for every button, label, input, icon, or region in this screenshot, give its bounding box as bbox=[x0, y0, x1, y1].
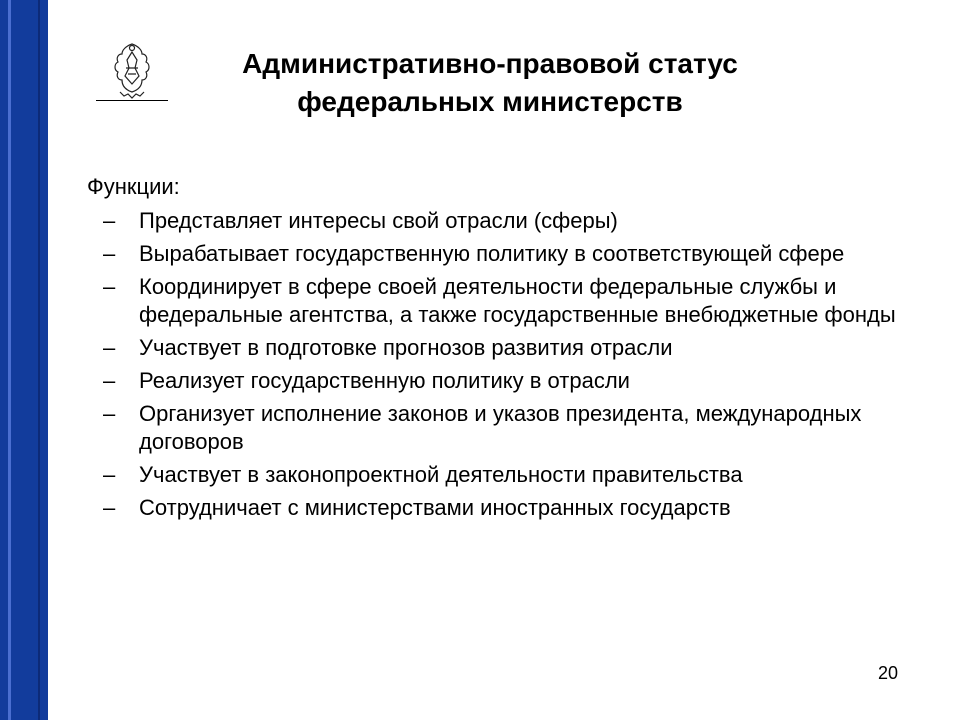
bullet-dash: – bbox=[103, 274, 116, 299]
list-item-text: Координирует в сфере своей деятельности федеральные службы и федеральные агентства, а также государственные внебюджетные фонды bbox=[139, 274, 896, 327]
list-item bbox=[103, 400, 903, 456]
sidebar-stripe bbox=[38, 0, 40, 720]
list-item-text: Участвует в законопроектной деятельности правительства bbox=[139, 462, 743, 487]
sidebar-stripe bbox=[8, 0, 11, 720]
slide-title bbox=[180, 45, 800, 121]
functions-list bbox=[103, 207, 903, 527]
list-item-text: Представляет интересы свой отрасли (сферы) bbox=[139, 208, 618, 233]
list-item bbox=[103, 273, 903, 329]
list-item bbox=[103, 461, 903, 489]
bullet-dash: – bbox=[103, 368, 116, 393]
bullet-dash: – bbox=[103, 462, 116, 487]
bullet-dash: – bbox=[103, 241, 116, 266]
list-item-text: Сотрудничает с министерствами иностранных государств bbox=[139, 495, 731, 520]
functions-heading: Функции: bbox=[87, 174, 180, 199]
left-sidebar-band bbox=[0, 0, 48, 720]
list-item bbox=[103, 494, 903, 522]
list-item bbox=[103, 367, 903, 395]
page-number: 20 bbox=[878, 663, 899, 683]
emblem-underline bbox=[96, 100, 168, 101]
list-item-text: Участвует в подготовке прогнозов развития отрасли bbox=[139, 335, 673, 360]
bullet-dash: – bbox=[103, 401, 116, 426]
list-item bbox=[103, 207, 903, 235]
emblem-icon bbox=[96, 38, 168, 104]
list-item bbox=[103, 240, 903, 268]
list-item-text: Организует исполнение законов и указов президента, международных договоров bbox=[139, 401, 862, 454]
list-item-text: Реализует государственную политику в отрасли bbox=[139, 368, 630, 393]
bullet-dash: – bbox=[103, 495, 116, 520]
list-item bbox=[103, 334, 903, 362]
title-line-1: Административно-правовой статус bbox=[242, 48, 738, 79]
title-line-2: федеральных министерств bbox=[297, 86, 683, 117]
list-item-text: Вырабатывает государственную политику в соответствующей сфере bbox=[139, 241, 845, 266]
bullet-dash: – bbox=[103, 208, 116, 233]
bullet-dash: – bbox=[103, 335, 116, 360]
